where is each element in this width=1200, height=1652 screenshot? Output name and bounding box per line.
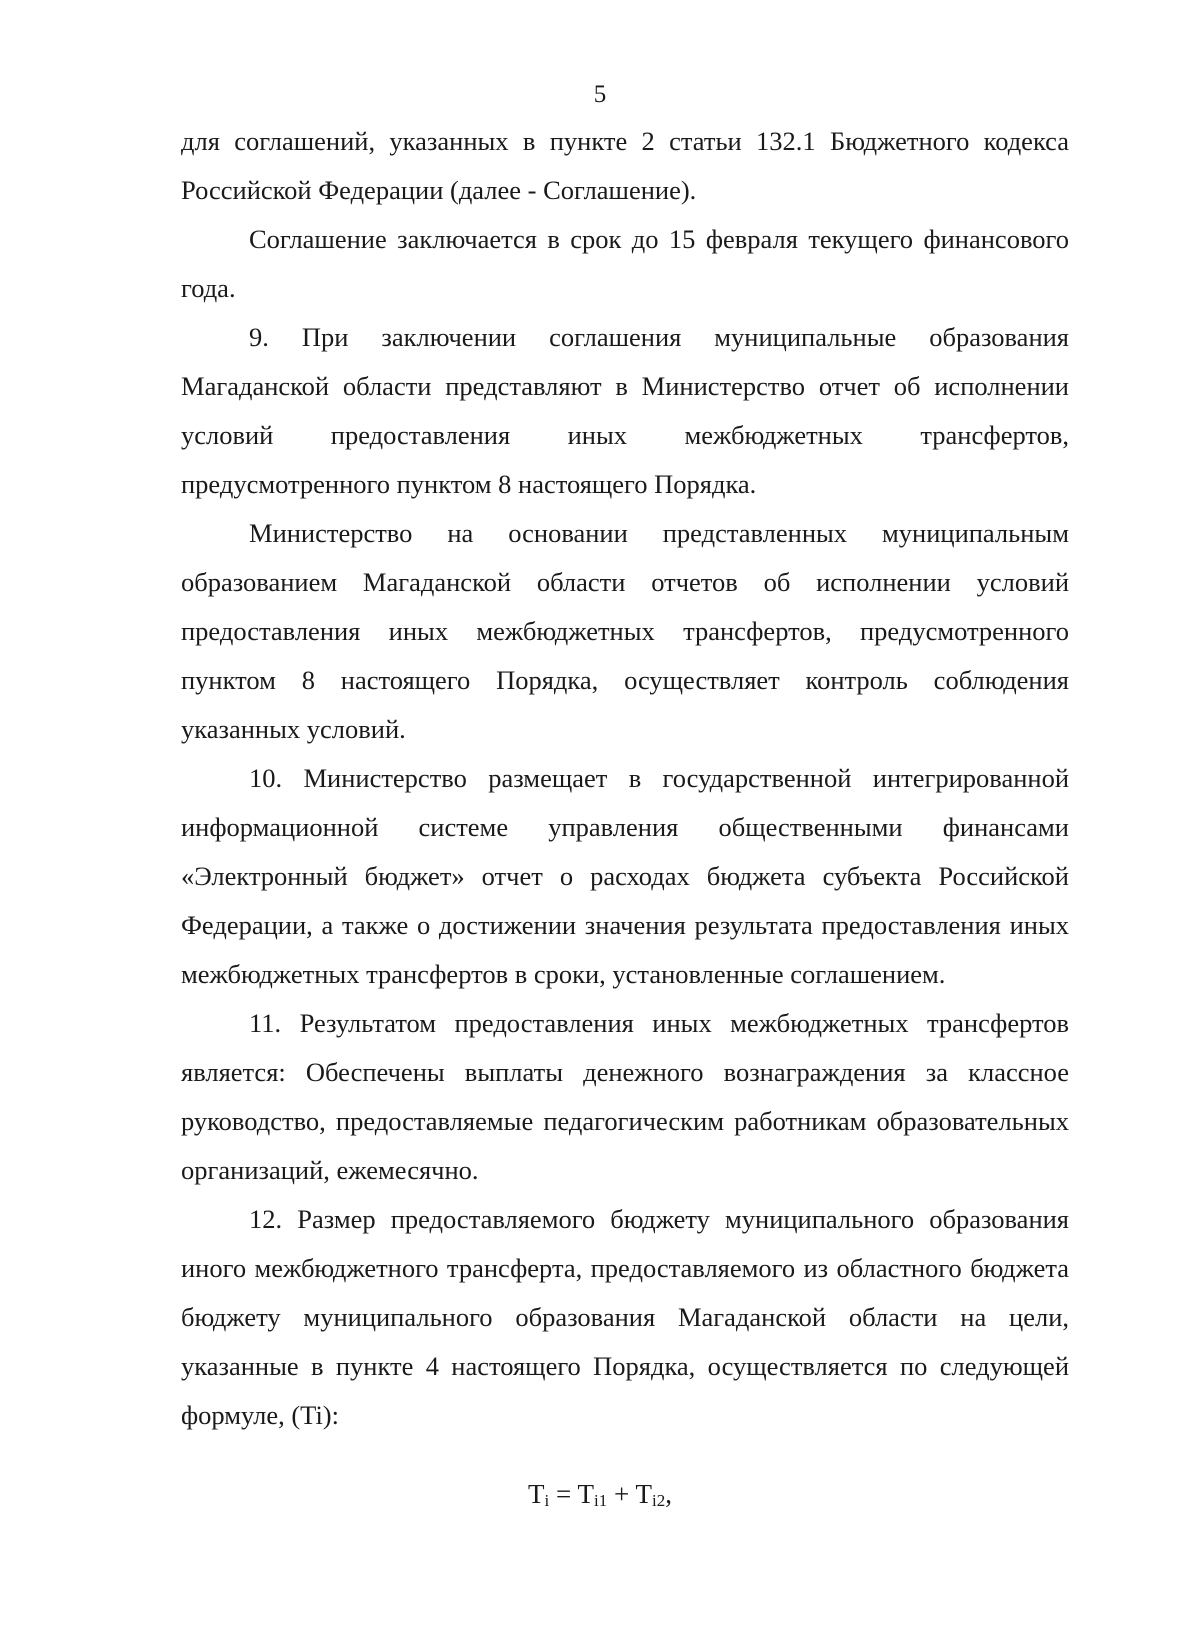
formula-lhs-subscript: i xyxy=(544,1491,550,1510)
formula-term-2: T xyxy=(635,1479,652,1509)
formula-term-1-subscript: i1 xyxy=(594,1491,608,1510)
paragraph-agreement-deadline: Соглашение заключается в срок до 15 февраля текущего финансового года. xyxy=(181,224,1069,303)
formula-plus: + xyxy=(607,1479,636,1509)
paragraph-ministry-control: Министерство на основании представленных муниципальным образованием Магаданской области отчетов об исполнении условий предоставления иных межбюджетных трансфертов, предусмотренного пунктом 8 настоящего Порядка, осуществляет контроль соблюдения указанных условий. xyxy=(181,518,1069,744)
document-body xyxy=(181,117,1069,1440)
formula-end: , xyxy=(665,1479,672,1509)
paragraph-item-12: 12. Размер предоставляемого бюджету муниципального образования иного межбюджетного трансферта, предоставляемого из областного бюджета бюджету муниципального образования Магаданской области на цели, указанные в пункте 4 настоящего Порядка, осуществляется по следующей формуле, (Ti): xyxy=(181,1204,1069,1430)
formula-term-1: T xyxy=(577,1479,594,1509)
formula-equals: = xyxy=(549,1479,578,1509)
formula-lhs: T xyxy=(528,1479,545,1509)
page-number: 5 xyxy=(593,81,607,108)
paragraph-continuation: для соглашений, указанных в пункте 2 статьи 132.1 Бюджетного кодекса Российской Федерации (далее - Соглашение). xyxy=(181,126,1069,205)
formula-term-2-subscript: i2 xyxy=(651,1491,666,1510)
formula xyxy=(0,1478,1200,1510)
paragraph-item-9: 9. При заключении соглашения муниципальные образования Магаданской области представляют в Министерство отчет об исполнении условий предоставления иных межбюджетных трансфертов, предусмотренного пунктом 8 настоящего Порядка. xyxy=(181,322,1069,499)
paragraph-item-11: 11. Результатом предоставления иных межбюджетных трансфертов является: Обеспечены выплаты денежного вознаграждения за классное руководство, предоставляемые педагогическим работникам образовательных организаций, ежемесячно. xyxy=(181,1008,1069,1185)
paragraph-item-10: 10. Министерство размещает в государственной интегрированной информационной системе управления общественными финансами «Электронный бюджет» отчет о расходах бюджета субъекта Российской Федерации, а также о достижении значения результата предоставления иных межбюджетных трансфертов в сроки, установленные соглашением. xyxy=(181,763,1069,989)
